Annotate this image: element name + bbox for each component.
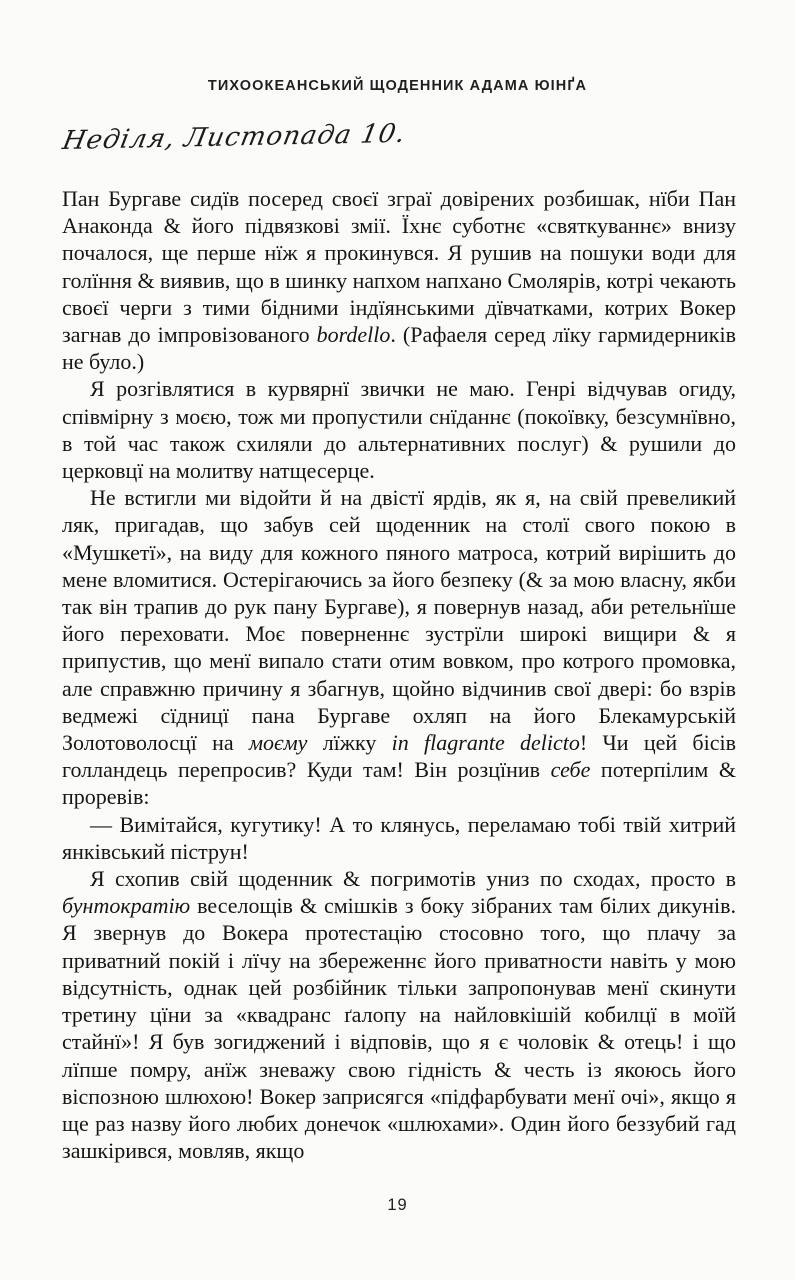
text-segment: Не встигли ми відойти й на двістї ярдів, як я, на свій превеликий ляк, пригадав, що забув сей щоденник на столї свого покою в «Мушкетї», на виду для кожного пяного матроса, котрий вирішить до мене вломитися. Остерігаючись за його безпеку (& за мою власну, якби так він трапив до рук пану Бургаве), я повернув назад, аби ретельнїше його переховати. Моє поверненнє зустрїли широкі вищири & я припустив, що менї випало стати отим вовком, про котрого промовка, але справжню причину я збагнув, щойно відчинив свої двері: бо взрів ведмежі сїдницї пана Бургаве охляп на його Блекамурській Золотоволосцї на [62, 485, 736, 756]
italic-text-segment: моєму [248, 730, 308, 756]
italic-text-segment: bordello [316, 322, 391, 348]
paragraph [62, 811, 736, 865]
body-text [62, 185, 736, 1164]
text-segment: — Вимітайся, кугутику! А то клянусь, переламаю тобі твій хитрий янківський піструн! [62, 811, 736, 864]
paragraph [62, 185, 736, 375]
text-segment: Пан Бургаве сидїв посеред своєї зграї довірених розбишак, нїби Пан Анаконда & його підвязкові змії. Їхнє суботнє «святкуваннє» внизу почалося, ще перше нїж я прокинувся. Я рушив на пошуки води для голїння & виявив, що в шинку напхом напхано Смолярів, котрі чекають своєї черги з тими бідними індїянськими дївчатками, котрих Вокер загнав до імпровізованого [62, 186, 736, 348]
text-segment: Я розгівлятися в курвярнї звички не маю. Генрі відчував огиду, співмірну з моєю, тож ми пропустили снїданнє (покоївку, безсумнївно, в той час також схиляли до альтернативних послуг) & рушили до церковцї на молитву натщесерце. [62, 376, 736, 484]
text-segment: потерпілим & проревів: [62, 757, 736, 810]
handwritten-date-heading: Неділя, Листопада 10. [60, 118, 409, 156]
italic-text-segment: себе [550, 757, 591, 783]
text-segment: веселощів & смішків з боку зібраних там білих дикунів. Я звернув до Вокера протестацію стосовно того, що плачу за приватний покій і лїчу на збереженнє його приватности навіть у мою відсутність, однак цей розбійник тільки запропонував менї скинути третину цїни за «квадранс ґалопу на найловкішій кобилцї в моїй стайнї»! Я був зогиджений і відповів, що я є чоловік & отець! і що лїпше помру, анїж зневажу свою гідність & честь із якоюсь його віспозною шлюхою! Вокер заприсягся «підфарбувати менї очі», якщо я ще раз назву його любих донечок «шлюхами». Один його беззубий гад зашкірився, мовляв, якщо [62, 893, 736, 1164]
paragraph [62, 484, 736, 810]
paragraph [62, 865, 736, 1164]
italic-text-segment: in flagrante delicto [391, 730, 580, 756]
text-segment: ! Чи цей бісів голландець перепросив? Куди там! Він розцїнив [62, 730, 737, 783]
text-segment: Я схопив свій щоденник & погримотів униз по сходах, просто в [90, 866, 736, 892]
paragraph [62, 375, 736, 484]
running-head: ТИХООКЕАНСЬКИЙ ЩОДЕННИК АДАМА ЮІНҐА [207, 78, 588, 94]
text-segment: . (Рафаеля серед лїку гармидерників не було.) [62, 322, 736, 375]
text-segment: лїжку [307, 730, 392, 756]
page-number: 19 [387, 1196, 408, 1214]
italic-text-segment: бунтократію [62, 893, 191, 919]
